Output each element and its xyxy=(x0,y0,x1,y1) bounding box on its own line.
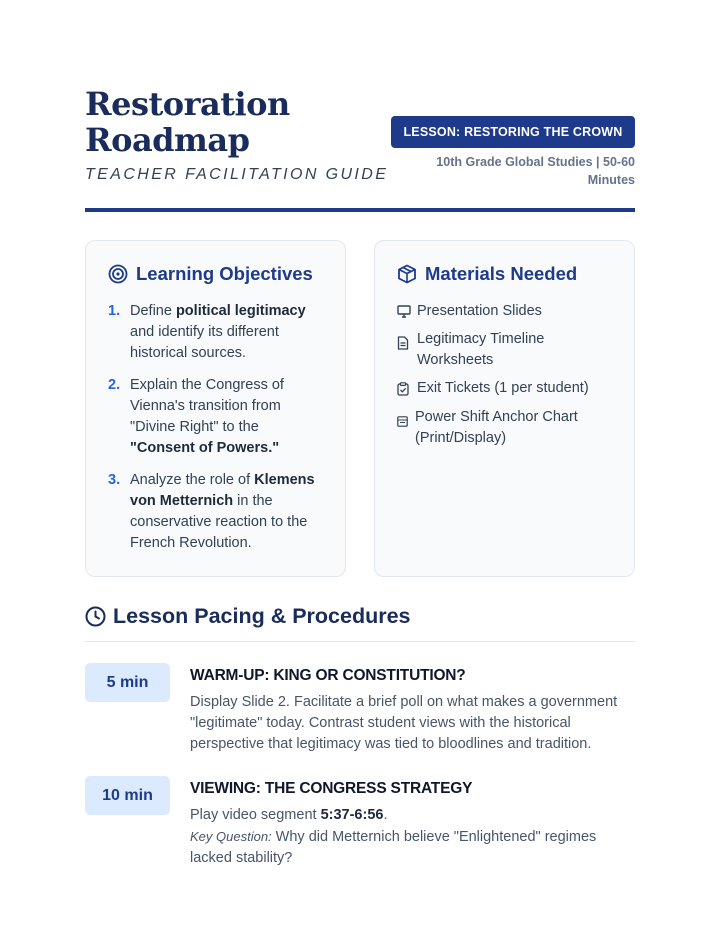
clock-icon xyxy=(85,606,106,627)
objective-text-pre: Analyze the role of xyxy=(130,472,255,488)
objective-number: 3. xyxy=(108,472,121,488)
box-icon xyxy=(397,264,417,284)
step-title: WARM-UP: KING OR CONSTITUTION? xyxy=(190,667,466,684)
objective-item xyxy=(108,375,298,459)
grade-info-line-2: Minutes xyxy=(587,173,635,187)
title-line-1: Restoration xyxy=(85,85,290,123)
objectives-header xyxy=(108,263,313,285)
objective-text-bold: Klemens von Metternich xyxy=(130,472,315,509)
key-question-text: Why did Metternich believe "Enlightened" regimes lacked stability? xyxy=(190,829,597,867)
video-timestamp: 5:37-6:56 xyxy=(320,807,384,823)
step-body-post: . xyxy=(383,807,388,823)
page-header xyxy=(85,86,635,212)
title-line-2: Roadmap xyxy=(85,121,250,159)
pacing-title: Lesson Pacing & Procedures xyxy=(113,604,411,628)
material-label: Power Shift Anchor Chart (Print/Display) xyxy=(415,409,578,446)
step-body xyxy=(190,805,640,870)
objective-number: 2. xyxy=(108,377,121,393)
objective-text-bold: political legitimacy xyxy=(175,303,306,319)
objective-text-bold: "Consent of Powers." xyxy=(130,440,280,456)
key-question-label: Key Question: xyxy=(190,829,272,845)
materials-header xyxy=(397,263,577,285)
objective-text-post: in the conservative reaction to the French Revolution. xyxy=(130,493,308,551)
material-label: Legitimacy Timeline Worksheets xyxy=(417,331,545,368)
monitor-icon xyxy=(397,305,411,318)
objective-item xyxy=(108,301,333,364)
objective-text-pre: Explain the Congress of Vienna's transition from "Divine Right" to the xyxy=(130,377,284,435)
objective-text xyxy=(130,470,328,554)
grade-info-line-1: 10th Grade Global Studies | 50-60 xyxy=(436,155,635,169)
objective-text-pre: Define xyxy=(130,303,176,319)
learning-objectives-card xyxy=(85,240,346,577)
pacing-header xyxy=(85,604,411,629)
materials-card xyxy=(374,240,635,577)
material-label: Exit Tickets (1 per student) xyxy=(417,380,589,396)
pacing-divider xyxy=(85,641,635,642)
duration-badge: 5 min xyxy=(85,663,170,702)
materials-title: Materials Needed xyxy=(425,263,578,284)
material-item xyxy=(397,407,597,449)
objective-text-post: and identify its different historical sources. xyxy=(130,324,279,361)
step-title: VIEWING: THE CONGRESS STRATEGY xyxy=(190,780,473,797)
duration-badge: 10 min xyxy=(85,776,170,815)
objectives-title: Learning Objectives xyxy=(136,263,313,284)
objective-item xyxy=(108,470,328,554)
material-label: Presentation Slides xyxy=(417,303,542,319)
lesson-badge: LESSON: RESTORING THE CROWN xyxy=(391,116,635,148)
page-subtitle: TEACHER FACILITATION GUIDE xyxy=(85,166,389,183)
chart-icon xyxy=(397,416,408,427)
material-item xyxy=(397,378,622,399)
material-item xyxy=(397,329,587,371)
material-item xyxy=(397,301,622,322)
objective-text xyxy=(130,301,333,364)
header-divider xyxy=(85,208,635,212)
step-body: Display Slide 2. Facilitate a brief poll on what makes a government "legitimate" today. Contrast student views with the historical perspective that legitimacy was tied to bloodlines and tradition. xyxy=(190,694,618,753)
clipboard-icon xyxy=(397,382,409,396)
grade-info xyxy=(405,153,635,189)
objective-number: 1. xyxy=(108,303,121,319)
objective-text xyxy=(130,375,298,459)
target-icon xyxy=(108,264,128,284)
document-icon xyxy=(397,336,409,350)
step-body-pre: Play video segment xyxy=(190,807,321,823)
